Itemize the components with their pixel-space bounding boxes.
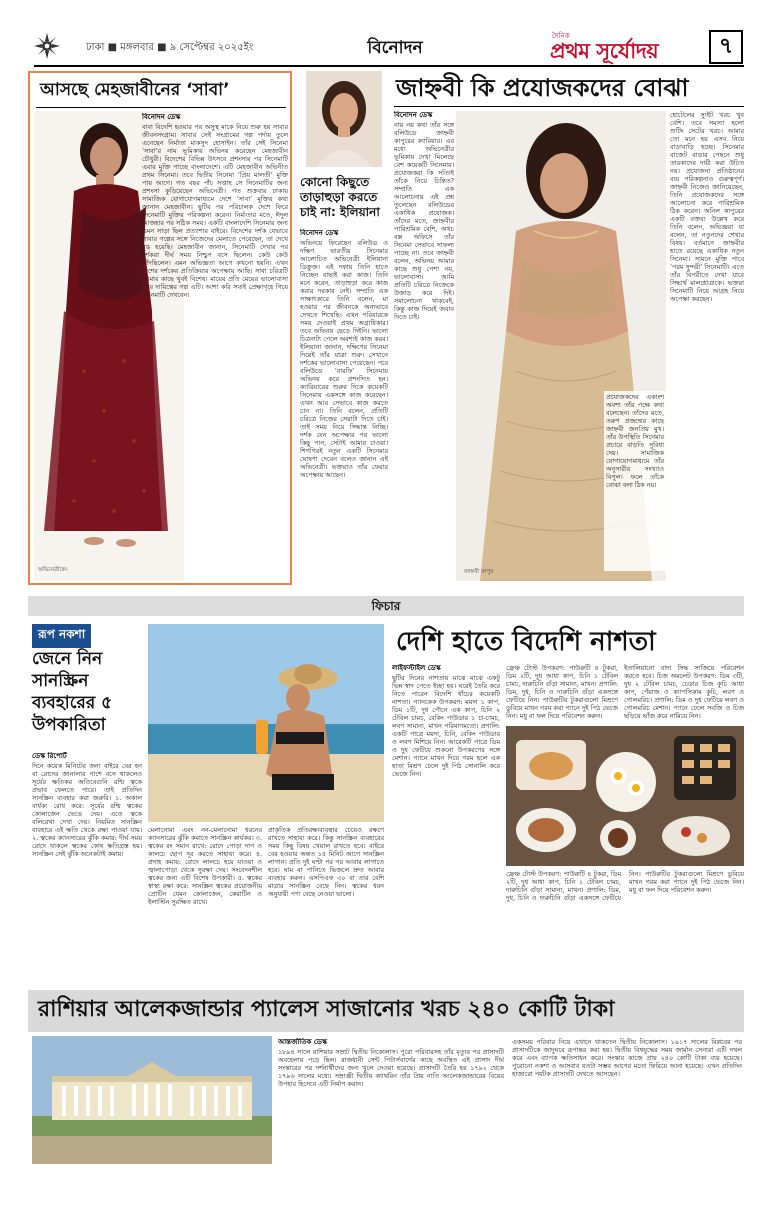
headline-rule [36, 107, 286, 108]
byline: ডেস্ক রিপোর্ট [32, 752, 67, 760]
feature-band [28, 596, 744, 616]
story-palace [28, 1036, 744, 1168]
separator: ■ [157, 42, 170, 53]
article-body-col3 [268, 826, 384, 976]
body-text: নায় নয় কথা তাঁর সঙ্গে বলিউডে জাহ্নবী কাপুরের ক্যারিয়ার। এর মধ্যে অভিনেত্রীর ভূমিকায় দেখা মিলেছে বেশ কয়েকটি সিনেমায়। প্রযোজকরা কি সত্যিই তাঁকে নিয়ে চিন্তিত? সম্প্রতি এক আলোচনায় এই প্রশ্ন তুলেছেন বলিউডের একাধিক প্রযোজক। তাঁদের মতে, জাহ্নবীর পারিশ্রমিক বেশি, অথচ বক্স অফিসে তাঁর সিনেমা সেভাবে সাফল্য পাচ্ছে না। তবে জাহ্নবী বলেন, অভিনয় আমার কাছে শুধু পেশা নয়, ভালোবাসা। আমি প্রতিটি চরিত্রে নিজেকে উজাড় করে দিই। সমালোচনা থাকবেই, কিন্তু কাজ দিয়েই জবাব দিতে চাই। [394, 121, 454, 321]
article-body-col1 [278, 1038, 504, 1162]
logo [548, 30, 700, 62]
page-number: ৭ [709, 30, 743, 64]
beach-photo [148, 624, 384, 822]
ornament-icon [34, 33, 60, 59]
section-tag: রূপ নকশা [32, 624, 91, 648]
body-text: হোটেলের স্যুইট খরচ খুব বেশি। তবে সমস্যা হলো শুটিং সেটের খরচ। আমার তো মনে হয় এসব নিয়ে বাড়াবাড়ি হচ্ছে। সিনেমার বাজেট বাড়ার পেছনে শুধু তারকাদের দায়ী করা উচিত নয়। প্রযোজনা প্রতিষ্ঠানের ব্যয় পরিকল্পনাও গুরুত্বপূর্ণ। জাহ্নবী নিজেও জানিয়েছেন, তিনি প্রযোজকদের সঙ্গে আলোচনা করে পারিশ্রমিক ঠিক করেন। অনিল কাপুরের একটি বক্তব্য উল্লেখ করে তিনি বলেন, অভিজ্ঞরা যা বলেন, তা নতুনদের শেখার বিষয়। বর্তমানে জাহ্নবীর হাতে রয়েছে একাধিক নতুন সিনেমা। সামনে মুক্তি পাবে ‘পরম সুন্দরী’ সিনেমাটি। এতে তাঁর বিপরীতে দেখা যাবে সিদ্ধার্থ মালহোত্রাকে। ভক্তরা সিনেমাটি নিয়ে আগ্রহ নিয়ে অপেক্ষা করছেন। [670, 111, 744, 303]
body-text: ছুটির দিনের নাশতায় মাঝে মাঝে একটু ভিন্ন স্বাদ পেতে ইচ্ছা হয়। ঘরেই তৈরি করে নিতে পারেন বিদেশি ধাঁচের কয়েকটি নাশতা। প্যানকেক উপকরণ: ময়দা ১ কাপ, ডিম ১টি, দুধ পৌনে এক কাপ, চিনি ২ টেবিল চামচ, বেকিং পাউডার ১ চা-চামচ, লবণ সামান্য, মাখন পরিমাণমতো। প্রণালি: একটি পাত্রে ময়দা, চিনি, বেকিং পাউডার ও লবণ মিশিয়ে নিন। আরেকটি পাত্রে ডিম ও দুধ ফেটিয়ে শুকনো উপকরণের সঙ্গে মেশান। প্যানে মাখন দিয়ে গরম হলে এক হাতা মিশ্রণ ঢেলে দুই পিঠ সোনালি করে ভেজে নিন। [392, 674, 500, 778]
article-body-col2 [506, 664, 618, 720]
day: মঙ্গলবার [120, 42, 154, 53]
photo-caption: অভিনেত্রীকে। [38, 567, 68, 573]
article-body-col1 [392, 664, 500, 976]
article-body-col1 [394, 111, 454, 581]
logo-prefix: দৈনিক [552, 32, 570, 40]
headline: রাশিয়ার আলেকজান্ডার প্যালেস সাজানোর খরচ ২৪০ কোটি টাকা [38, 997, 615, 1022]
body-text: একসময় পরিবার নিয়ে এখানে থাকতেন দ্বিতীয় নিকোলাস। ১৯১৭ সালের বিপ্লবের পর প্রাসাদটিকে জাদুঘরে রূপান্তর করা হয়। দ্বিতীয় বিশ্বযুদ্ধের সময় জার্মান সেনারা এটি দখল করে এবং ব্যাপক ক্ষতিসাধন করে। সংস্কার কাজে প্রায় ২৪০ কোটি টাকা ব্যয় হয়েছে। পুরোনো নকশা ও আসবাব যতটা সম্ভব আগের মতো ফিরিয়ে আনা হয়েছে। এখন প্রতিদিন হাজারো পর্যটক প্রাসাদটি দেখতে আসছেন। [512, 1038, 742, 1078]
story-sunscreen [28, 620, 388, 980]
article-body [142, 113, 288, 579]
body-text: মেলানোমা এবং নন-মেলানোমা ধরনের ক্যানসারের ঝুঁকি কমাতে সানস্ক্রিন কার্যকর। ৩. ত্বকের রং সমান রাখে: রোদে পোড়া দাগ ও কালচে ছোপ দূর করতে সাহায্য করে। ৪. প্রদাহ কমায়: রোদে লালচে হয়ে যাওয়া ও জ্বালাপোড়া থেকে সুরক্ষা দেয়। সংবেদনশীল ত্বকের জন্য এটি বিশেষ উপকারী। ৫. ত্বকের স্বাস্থ্য রক্ষা করে: সানস্ক্রিন ত্বকের প্রয়োজনীয় প্রোটিন যেমন কোলাজেন, কেরাটিন ও ইলাস্টিন সুরক্ষিত রাখে। [148, 826, 262, 906]
city: ঢাকা [86, 42, 105, 53]
byline: বিনোদন ডেস্ক [142, 113, 181, 121]
body-text: প্রাকৃতিক প্রতিরক্ষাব্যবস্থার চেয়েও রক্ষণে রাখতে সাহায্য করে। কিন্তু সানস্ক্রিন ব্যবহারের সময় কিছু বিষয় খেয়াল রাখতে হবে। বাইরে বের হওয়ার অন্তত ১৫ মিনিট আগে সানস্ক্রিন লাগান। প্রতি দুই ঘণ্টা পর পর আবার লাগাতে হবে। ঘাম বা পানিতে ভিজলে দ্রুত আবার ব্যবহার করুন। এসপিএফ ৩০ বা তার বেশি মাত্রার সানস্ক্রিন বেছে নিন। ত্বকের ধরন অনুযায়ী পণ্য বেছে নেওয়া ভালো। [268, 826, 384, 898]
breakfast-photo [506, 726, 744, 866]
headline: আসছে মেহজাবীনের ‘সাবা’ [40, 80, 230, 100]
byline: বিনোদন ডেস্ক [394, 111, 433, 119]
body-text: ফ্রেঞ্চ টোস্ট উপকরণ: পাউরুটি ৪ টুকরা, ডিম ২টি, দুধ আধা কাপ, চিনি ১ টেবিল চামচ, দারুচিনি গুঁড়া সামান্য, মাখন। প্রণালি: ডিম, দুধ, চিনি ও দারুচিনি গুঁড়া একসঙ্গে ফেটিয়ে নিন। পাউরুটির টুকরাগুলো মিশ্রণে ডুবিয়ে মাখন গরম করা প্যানে দুই পিঠ ভেজে নিন। মধু বা ফল দিয়ে পরিবেশন করুন। [506, 870, 744, 902]
article-body-col4 [506, 870, 744, 976]
body-text: অভিনয়ে ফিরেছেন বলিউড ও দক্ষিণ ভারতীয় সিনেমার আলোচিত অভিনেত্রী ইলিয়ানা ডিক্রুজ। এই দফায় তিনি হাতে নিচ্ছেন বাছাই করা কাজ। তিনি মনে করেন, তাড়াহুড়া করে কাজ করার দরকার নেই। সম্প্রতি এক সাক্ষাৎকারে তিনি বলেন, মা হওয়ার পর জীবনকে অন্যভাবে দেখতে শিখেছি। এখন পরিবারকে সময় দেওয়াই প্রথম অগ্রাধিকার। তবে অভিনয় ছেড়ে দিইনি। ভালো চিত্রনাট্য পেলে অবশ্যই কাজ করব। ইলিয়ানা জানান, দক্ষিণের সিনেমা দিয়েই তাঁর যাত্রা শুরু। সেখানে দর্শকের ভালোবাসা পেয়েছেন। পরে বলিউডে ‘বারফি’ সিনেমায় অভিনয় করে প্রশংসিত হন। ক্যারিয়ারের শুরুর দিকে কয়েকটি সিনেমায় একসঙ্গে কাজ করেছেন। এখন আর সেভাবে কাজ করতে চান না। তিনি বলেন, প্রতিটি চরিত্রে নিজের সেরাটা দিতে চাই। তাই সময় নিয়ে সিদ্ধান্ত নিচ্ছি। দর্শক যেন অপেক্ষার পর ভালো কিছু পান, সেটাই আমার চাওয়া। শিগগিরই নতুন একটি সিনেমার ঘোষণা দেবেন বলেও জানান এই অভিনেত্রী। ভক্তরাও তাঁর ফেরার অপেক্ষায় আছেন। [300, 239, 388, 479]
headline: জেনে নিন সানস্ক্রিন ব্যবহারের ৫ উপকারিতা [32, 649, 113, 735]
palace-photo [32, 1036, 272, 1164]
headline-rule [394, 106, 744, 107]
ileana-photo [306, 71, 382, 167]
body-text: ইতালিয়ানো বাদা সিদ্ধ সাজিয়ে পরিবেশন করতে হবে। চিজ অমলেট উপকরণ: ডিম ৩টি, দুধ ২ টেবিল চামচ, চেডার চিজ কুচি আধা কাপ, পেঁয়াজ ও ক্যাপসিকাম কুচি, লবণ ও গোলমরিচ। প্রণালি: ডিম ও দুধ ফেটিয়ে লবণ ও গোলমরিচ মেশান। প্যানে ঢেলে সবজি ও চিজ ছড়িয়ে ভাঁজ করে নামিয়ে নিন। [624, 664, 744, 720]
byline: বিনোদন ডেস্ক [300, 229, 339, 237]
body-text: ১৮৯৪ সালে রাশিয়ার সম্রাট দ্বিতীয় নিকোলাস। পুরো পরিবারসহ তাঁর মৃত্যুর পর প্রাসাদটি অবহেলায় পড়ে ছিল। রাজধানী সেন্ট পিটার্সবার্গের কাছে অবস্থিত এই প্রাসাদ দীর্ঘ সংস্কারের পর দর্শনার্থীদের জন্য খুলে দেওয়া হয়েছে। প্রাসাদটি তৈরি হয় ১৭৯২ থেকে ১৭৯৬ সালের মধ্যে। সম্রাজ্ঞী দ্বিতীয় ক্যাথরিন তাঁর প্রিয় নাতি আলেকজান্ডারের বিয়ের উপহার হিসেবে এটি নির্মাণ করান। [278, 1048, 504, 1088]
date-line [86, 40, 253, 57]
headline: দেশি হাতে বিদেশি নাশতা [396, 627, 656, 657]
date: ৯ সেপ্টেম্বর ২০২৫ইং [169, 42, 254, 53]
masthead [0, 0, 768, 68]
body-text: প্রযোজকদের একাংশ অবশ্য তাঁর পক্ষে কথা বলেছেন। তাঁদের মতে, তরুণ প্রজন্মের কাছে জাহ্নবী জনপ্রিয় মুখ। তাঁর উপস্থিতি সিনেমার প্রচারে বাড়তি সুবিধা দেয়। সামাজিক যোগাযোগমাধ্যমে তাঁর অনুসারীর সংখ্যাও বিপুল। ফলে তাঁকে বোঝা বলা ঠিক নয়। [606, 393, 664, 489]
article-body-col2 [604, 391, 666, 571]
logo-name: প্রথম সূর্যোদয় [550, 39, 659, 63]
story-palace-header [28, 990, 744, 1032]
feature-label: ফিচার [371, 599, 401, 613]
article-body [300, 229, 388, 581]
byline: লাইফস্টাইল ডেস্ক [392, 664, 441, 672]
byline: আন্তর্জাতিক ডেস্ক [278, 1038, 327, 1046]
article-body-col2 [512, 1038, 742, 1162]
article-body-col3 [670, 111, 744, 581]
body-text: বাবা বিদেশি হওয়ার পর অসুস্থ মাকে নিয়ে শুরু হয় সাবার জীবনসংগ্রাম। সাবার সেই সংগ্রামের গল্প পর্দায় তুলে এনেছেন নির্মাতা মাকসুদ হোসাইন। তাঁর সেই সিনেমা ‘সাবা’র নাম ভূমিকায় অভিনয় করেছেন মেহজাবীন চৌধুরী। বিদেশের বিভিন্ন উৎসবে প্রশংসার পর সিনেমাটি এবার মুক্তি পাচ্ছে বাংলাদেশে। এটি মেহজাবীন অভিনীত প্রথম সিনেমা। তবে দ্বিতীয় সিনেমা ‘প্রিয় মালতী’ মুক্তি পায় আগে। গত বছর পাঁচ সপ্তাহ সে সিনেমাটির জন্য প্রশংসা কুড়িয়েছেন অভিনেত্রী। গত শুক্রবার ঢাকায় সামাজিক যোগাযোগমাধ্যমে দেশে ‘সাবা’ মুক্তির কথা জানান মেহজাবীন। ছুটির পর পরিচালক দেশে ফিরে সিনেমাটি মুক্তির পরিকল্পনা করেন। নির্মাতার মতে, ঈদুল আজহার পর সঠিক সময়। একটি বাংলাদেশি সিনেমার জন্য এমন সাড়া ছিল প্রত্যাশার বাইরে। বিদেশের দর্শক যেভাবে সাবার গল্পের সঙ্গে নিজেদের মেলাতে পেরেছেন, তা দেখে মুগ্ধ হয়েছি। মেহজাবীন জানান, সিনেমাটি দেখার পর দর্শকরা দীর্ঘ সময় নিশ্চুপ বসে ছিলেন। কেউ কেউ কাঁদছিলেন। এমন অভিজ্ঞতা আগে কখনো হয়নি। এখন দেশের দর্শকের প্রতিক্রিয়ার অপেক্ষায় আছি। সাবা চরিত্রটি আমার কাছে খুবই বিশেষ। মায়ের প্রতি মেয়ের ভালোবাসা আর দায়িত্বের গল্প এটি। আশা করি সবাই প্রেক্ষাগৃহে গিয়ে সিনেমাটি দেখবেন। [142, 123, 288, 299]
story-breakfast [392, 620, 744, 980]
story-mehazabien [28, 71, 292, 585]
body-text: ফ্রেঞ্চ টোস্ট উপকরণ: পাউরুটি ৪ টুকরা, ডিম ২টি, দুধ আধা কাপ, চিনি ১ টেবিল চামচ, দারুচিনি গুঁড়া সামান্য, মাখন। প্রণালি: ডিম, দুধ, চিনি ও দারুচিনি গুঁড়া একসঙ্গে ফেটিয়ে নিন। পাউরুটির টুকরাগুলো মিশ্রণে ডুবিয়ে মাখন গরম করা প্যানে দুই পিঠ ভেজে নিন। মধু বা ফল দিয়ে পরিবেশন করুন। [506, 664, 618, 720]
story-ileana [298, 71, 390, 585]
article-body-col1 [32, 752, 142, 976]
header-rule [34, 65, 744, 67]
photo-caption: জাহ্নবী কাপুর [464, 569, 494, 575]
body-text: দিনে কয়েক মিনিটের জন্য বাইরে বের হন বা রোদের জানালার পাশে বসে থাকলেও সূর্যের ক্ষতিকর অতিবেগুনি রশ্মি ত্বকে প্রভাব ফেলতে পারে। তাই প্রতিদিন সানস্ক্রিন ব্যবহার করা জরুরি। ১. অকাল বার্ধক্য রোধ করে: সূর্যের রশ্মি ত্বকের কোলাজেন ভেঙে দেয়। এতে ত্বকে বলিরেখা দেখা দেয়। নিয়মিত সানস্ক্রিন ব্যবহারে এই ক্ষতি থেকে রক্ষা পাওয়া যায়। ২. ত্বকের ক্যানসারের ঝুঁকি কমায়: দীর্ঘ সময় রোদে থাকলে ত্বকের কোষ ক্ষতিগ্রস্ত হয়। সানস্ক্রিন সেই ঝুঁকি অনেকটাই কমায়। [32, 762, 142, 858]
story-jahnvi [394, 71, 744, 585]
article-body-col2 [148, 826, 262, 976]
article-body-col3 [624, 664, 744, 720]
separator: ■ [107, 42, 121, 53]
section-title: বিনোদন [367, 38, 423, 58]
headline: কোনো কিছুতে তাড়াহুড়া করতে চাই না: ইলিয়ানা [300, 175, 380, 219]
headline: জাহ্নবী কি প্রযোজকদের বোঝা [396, 74, 689, 102]
